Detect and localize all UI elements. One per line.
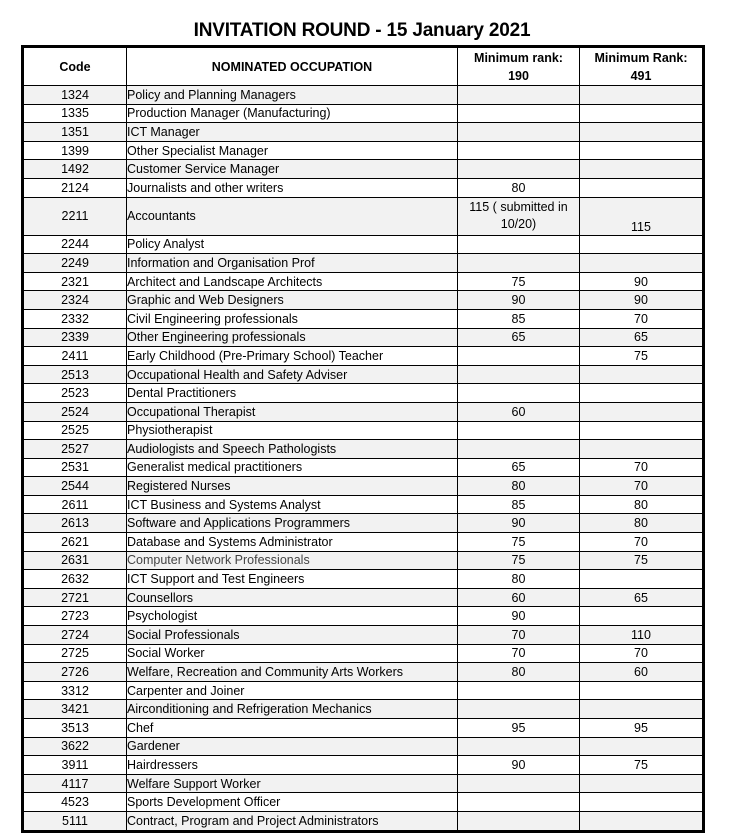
cell-min-rank-491: 75 bbox=[580, 756, 704, 775]
table-row bbox=[23, 141, 704, 160]
table-row bbox=[23, 570, 704, 589]
table-header-row bbox=[23, 47, 704, 86]
header-min-rank-491 bbox=[580, 47, 704, 86]
cell-occupation: Welfare, Recreation and Community Arts Workers bbox=[127, 663, 458, 682]
header-min-rank-190 bbox=[458, 47, 580, 86]
cell-min-rank-491 bbox=[580, 178, 704, 197]
cell-code: 2544 bbox=[23, 477, 127, 496]
cell-min-rank-190: 70 bbox=[458, 626, 580, 645]
cell-code: 2621 bbox=[23, 533, 127, 552]
cell-min-rank-190 bbox=[458, 347, 580, 366]
cell-min-rank-491: 60 bbox=[580, 663, 704, 682]
cell-occupation: Policy and Planning Managers bbox=[127, 86, 458, 105]
table-row bbox=[23, 402, 704, 421]
cell-min-rank-491 bbox=[580, 440, 704, 459]
cell-min-rank-190 bbox=[458, 793, 580, 812]
cell-occupation: Psychologist bbox=[127, 607, 458, 626]
cell-occupation: Other Engineering professionals bbox=[127, 328, 458, 347]
cell-code: 2613 bbox=[23, 514, 127, 533]
table-row bbox=[23, 737, 704, 756]
cell-code: 2725 bbox=[23, 644, 127, 663]
cell-min-rank-190 bbox=[458, 421, 580, 440]
cell-occupation: Policy Analyst bbox=[127, 235, 458, 254]
cell-min-rank-190 bbox=[458, 774, 580, 793]
cell-code: 2324 bbox=[23, 291, 127, 310]
cell-min-rank-491: 70 bbox=[580, 533, 704, 552]
table-row bbox=[23, 235, 704, 254]
cell-min-rank-491 bbox=[580, 811, 704, 831]
table-row bbox=[23, 160, 704, 179]
cell-min-rank-491 bbox=[580, 86, 704, 105]
header-occupation: NOMINATED OCCUPATION bbox=[127, 47, 458, 86]
cell-min-rank-491 bbox=[580, 365, 704, 384]
cell-min-rank-491 bbox=[580, 570, 704, 589]
cell-code: 2523 bbox=[23, 384, 127, 403]
cell-min-rank-491: 75 bbox=[580, 347, 704, 366]
table-row bbox=[23, 123, 704, 142]
table-row bbox=[23, 793, 704, 812]
cell-code: 3622 bbox=[23, 737, 127, 756]
cell-occupation: Gardener bbox=[127, 737, 458, 756]
cell-min-rank-491 bbox=[580, 384, 704, 403]
cell-min-rank-190: 90 bbox=[458, 607, 580, 626]
cell-occupation: Early Childhood (Pre-Primary School) Teacher bbox=[127, 347, 458, 366]
cell-min-rank-491 bbox=[580, 104, 704, 123]
cell-min-rank-491: 65 bbox=[580, 588, 704, 607]
cell-min-rank-491 bbox=[580, 421, 704, 440]
cell-min-rank-190 bbox=[458, 737, 580, 756]
cell-code: 3312 bbox=[23, 681, 127, 700]
cell-min-rank-190: 90 bbox=[458, 514, 580, 533]
cell-occupation: Chef bbox=[127, 719, 458, 738]
cell-min-rank-491 bbox=[580, 793, 704, 812]
cell-occupation: Production Manager (Manufacturing) bbox=[127, 104, 458, 123]
cell-occupation: Dental Practitioners bbox=[127, 384, 458, 403]
cell-min-rank-190: 95 bbox=[458, 719, 580, 738]
cell-min-rank-491: 65 bbox=[580, 328, 704, 347]
table-row bbox=[23, 347, 704, 366]
cell-min-rank-190 bbox=[458, 123, 580, 142]
cell-min-rank-491 bbox=[580, 774, 704, 793]
cell-min-rank-190: 80 bbox=[458, 477, 580, 496]
table-row bbox=[23, 365, 704, 384]
cell-min-rank-190: 80 bbox=[458, 570, 580, 589]
table-row bbox=[23, 551, 704, 570]
cell-min-rank-190: 70 bbox=[458, 644, 580, 663]
cell-code: 2611 bbox=[23, 495, 127, 514]
cell-min-rank-190: 90 bbox=[458, 291, 580, 310]
cell-min-rank-190: 75 bbox=[458, 551, 580, 570]
cell-min-rank-491 bbox=[580, 700, 704, 719]
cell-min-rank-190 bbox=[458, 254, 580, 273]
table-row bbox=[23, 681, 704, 700]
cell-min-rank-491: 90 bbox=[580, 291, 704, 310]
cell-occupation: Airconditioning and Refrigeration Mechanics bbox=[127, 700, 458, 719]
table-row bbox=[23, 197, 704, 235]
table-row bbox=[23, 774, 704, 793]
cell-occupation: Database and Systems Administrator bbox=[127, 533, 458, 552]
cell-min-rank-491: 115 bbox=[580, 197, 704, 235]
table-row bbox=[23, 272, 704, 291]
table-row bbox=[23, 178, 704, 197]
cell-min-rank-491: 70 bbox=[580, 458, 704, 477]
cell-occupation: Software and Applications Programmers bbox=[127, 514, 458, 533]
cell-min-rank-491 bbox=[580, 123, 704, 142]
table-row bbox=[23, 588, 704, 607]
cell-occupation: Carpenter and Joiner bbox=[127, 681, 458, 700]
cell-min-rank-190 bbox=[458, 141, 580, 160]
cell-code: 2726 bbox=[23, 663, 127, 682]
cell-code: 2321 bbox=[23, 272, 127, 291]
cell-min-rank-190: 90 bbox=[458, 756, 580, 775]
cell-min-rank-491: 70 bbox=[580, 644, 704, 663]
cell-code: 3513 bbox=[23, 719, 127, 738]
cell-code: 1351 bbox=[23, 123, 127, 142]
cell-min-rank-190: 75 bbox=[458, 272, 580, 291]
cell-min-rank-491: 70 bbox=[580, 309, 704, 328]
cell-min-rank-190: 65 bbox=[458, 328, 580, 347]
cell-code: 2411 bbox=[23, 347, 127, 366]
cell-min-rank-190: 80 bbox=[458, 178, 580, 197]
cell-code: 1335 bbox=[23, 104, 127, 123]
cell-code: 2513 bbox=[23, 365, 127, 384]
cell-min-rank-190 bbox=[458, 811, 580, 831]
cell-min-rank-190 bbox=[458, 384, 580, 403]
cell-occupation: Registered Nurses bbox=[127, 477, 458, 496]
cell-occupation: ICT Business and Systems Analyst bbox=[127, 495, 458, 514]
cell-code: 2631 bbox=[23, 551, 127, 570]
cell-min-rank-491: 95 bbox=[580, 719, 704, 738]
cell-code: 5111 bbox=[23, 811, 127, 831]
cell-min-rank-491: 80 bbox=[580, 514, 704, 533]
table-row bbox=[23, 328, 704, 347]
cell-min-rank-491 bbox=[580, 254, 704, 273]
cell-code: 3911 bbox=[23, 756, 127, 775]
cell-code: 2249 bbox=[23, 254, 127, 273]
cell-min-rank-491 bbox=[580, 402, 704, 421]
cell-code: 2724 bbox=[23, 626, 127, 645]
header-code: Code bbox=[23, 47, 127, 86]
cell-code: 1399 bbox=[23, 141, 127, 160]
table-row bbox=[23, 458, 704, 477]
table-body bbox=[23, 86, 704, 832]
table-row bbox=[23, 384, 704, 403]
cell-occupation: ICT Support and Test Engineers bbox=[127, 570, 458, 589]
cell-occupation: Journalists and other writers bbox=[127, 178, 458, 197]
cell-code: 2124 bbox=[23, 178, 127, 197]
cell-min-rank-491: 70 bbox=[580, 477, 704, 496]
cell-min-rank-491 bbox=[580, 607, 704, 626]
cell-code: 3421 bbox=[23, 700, 127, 719]
cell-occupation: Occupational Health and Safety Adviser bbox=[127, 365, 458, 384]
cell-occupation: Accountants bbox=[127, 197, 458, 235]
table-row bbox=[23, 514, 704, 533]
cell-min-rank-491 bbox=[580, 141, 704, 160]
cell-code: 2721 bbox=[23, 588, 127, 607]
cell-min-rank-491: 90 bbox=[580, 272, 704, 291]
cell-occupation: Social Worker bbox=[127, 644, 458, 663]
cell-code: 2632 bbox=[23, 570, 127, 589]
invitation-round-table bbox=[21, 45, 705, 833]
table-row bbox=[23, 663, 704, 682]
table-row bbox=[23, 86, 704, 105]
cell-occupation: Counsellors bbox=[127, 588, 458, 607]
cell-code: 2339 bbox=[23, 328, 127, 347]
cell-occupation: Architect and Landscape Architects bbox=[127, 272, 458, 291]
cell-occupation: Graphic and Web Designers bbox=[127, 291, 458, 310]
cell-min-rank-190: 85 bbox=[458, 495, 580, 514]
table-row bbox=[23, 495, 704, 514]
header-min-rank-190-text: Minimum rank: 190 bbox=[474, 50, 563, 83]
cell-min-rank-491: 80 bbox=[580, 495, 704, 514]
cell-code: 1492 bbox=[23, 160, 127, 179]
cell-occupation: Contract, Program and Project Administrators bbox=[127, 811, 458, 831]
cell-occupation: Occupational Therapist bbox=[127, 402, 458, 421]
cell-min-rank-190: 115 ( submitted in 10/20) bbox=[458, 197, 580, 235]
cell-min-rank-190: 80 bbox=[458, 663, 580, 682]
cell-min-rank-190 bbox=[458, 160, 580, 179]
cell-min-rank-491 bbox=[580, 737, 704, 756]
cell-min-rank-491 bbox=[580, 235, 704, 254]
cell-occupation: ICT Manager bbox=[127, 123, 458, 142]
table-row bbox=[23, 477, 704, 496]
cell-min-rank-491 bbox=[580, 681, 704, 700]
cell-code: 2524 bbox=[23, 402, 127, 421]
cell-occupation: Hairdressers bbox=[127, 756, 458, 775]
cell-occupation: Social Professionals bbox=[127, 626, 458, 645]
table-row bbox=[23, 607, 704, 626]
table-row bbox=[23, 626, 704, 645]
header-min-rank-491-text: Minimum Rank: 491 bbox=[594, 50, 688, 83]
cell-code: 2527 bbox=[23, 440, 127, 459]
cell-code: 2211 bbox=[23, 197, 127, 235]
cell-min-rank-190 bbox=[458, 104, 580, 123]
cell-code: 1324 bbox=[23, 86, 127, 105]
cell-min-rank-190: 65 bbox=[458, 458, 580, 477]
table-row bbox=[23, 811, 704, 831]
cell-occupation: Generalist medical practitioners bbox=[127, 458, 458, 477]
table-row bbox=[23, 421, 704, 440]
cell-min-rank-190: 75 bbox=[458, 533, 580, 552]
cell-min-rank-190 bbox=[458, 365, 580, 384]
table-row bbox=[23, 756, 704, 775]
table-row bbox=[23, 254, 704, 273]
table-row bbox=[23, 440, 704, 459]
cell-min-rank-190 bbox=[458, 681, 580, 700]
cell-min-rank-190 bbox=[458, 86, 580, 105]
cell-min-rank-491 bbox=[580, 160, 704, 179]
cell-occupation: Other Specialist Manager bbox=[127, 141, 458, 160]
cell-min-rank-190: 60 bbox=[458, 402, 580, 421]
table-row bbox=[23, 700, 704, 719]
cell-min-rank-190 bbox=[458, 700, 580, 719]
cell-occupation: Information and Organisation Prof bbox=[127, 254, 458, 273]
cell-min-rank-190 bbox=[458, 440, 580, 459]
cell-code: 2525 bbox=[23, 421, 127, 440]
document-title: INVITATION ROUND - 15 January 2021 bbox=[193, 20, 531, 41]
cell-min-rank-190: 85 bbox=[458, 309, 580, 328]
cell-min-rank-190 bbox=[458, 235, 580, 254]
table-row bbox=[23, 533, 704, 552]
cell-min-rank-190: 60 bbox=[458, 588, 580, 607]
table-row bbox=[23, 291, 704, 310]
table-row bbox=[23, 104, 704, 123]
cell-min-rank-491: 75 bbox=[580, 551, 704, 570]
cell-occupation: Sports Development Officer bbox=[127, 793, 458, 812]
cell-occupation: Computer Network Professionals bbox=[127, 551, 458, 570]
table-row bbox=[23, 309, 704, 328]
cell-code: 2723 bbox=[23, 607, 127, 626]
cell-code: 2531 bbox=[23, 458, 127, 477]
cell-code: 4523 bbox=[23, 793, 127, 812]
table-row bbox=[23, 644, 704, 663]
cell-code: 4117 bbox=[23, 774, 127, 793]
cell-min-rank-491: 110 bbox=[580, 626, 704, 645]
cell-code: 2332 bbox=[23, 309, 127, 328]
cell-occupation: Customer Service Manager bbox=[127, 160, 458, 179]
table-row bbox=[23, 719, 704, 738]
cell-occupation: Physiotherapist bbox=[127, 421, 458, 440]
cell-occupation: Audiologists and Speech Pathologists bbox=[127, 440, 458, 459]
cell-occupation: Welfare Support Worker bbox=[127, 774, 458, 793]
cell-occupation: Civil Engineering professionals bbox=[127, 309, 458, 328]
cell-code: 2244 bbox=[23, 235, 127, 254]
